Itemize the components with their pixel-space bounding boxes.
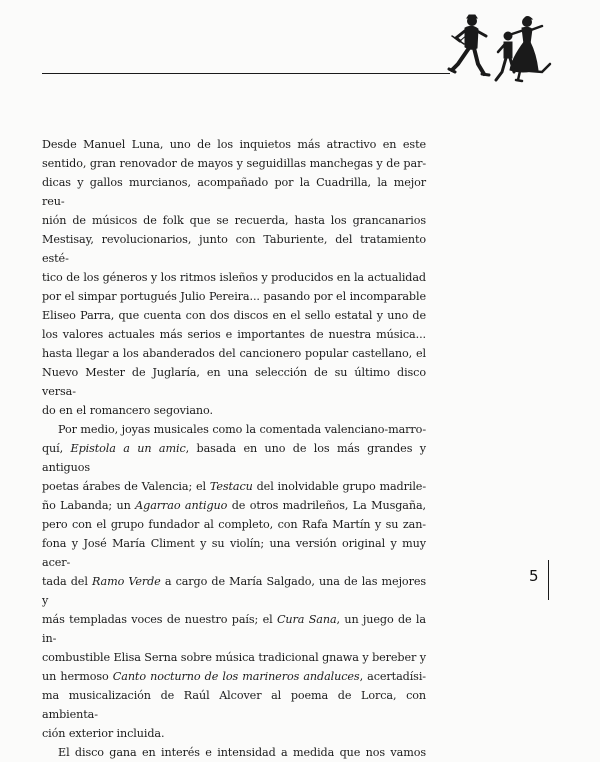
text-segment: combustible Elisa Serna sobre música tradicional gnawa y bereber y: [42, 651, 426, 664]
text-line: [42, 724, 426, 743]
text-segment: quí,: [42, 442, 71, 455]
text-line: [42, 325, 426, 344]
text-segment: Nuevo Mester de Juglaría, en una selección de su último disco versa-: [42, 366, 426, 398]
text-segment: del inolvidable grupo madrile-: [252, 480, 426, 493]
text-line: [42, 268, 426, 287]
text-segment: fona y José María Climent y su violín; una versión original y muy acer-: [42, 537, 426, 569]
text-line: [42, 173, 426, 211]
dancers-illustration: [446, 14, 556, 86]
text-segment: Eliseo Parra, que cuenta con dos discos en el sello estatal y uno de: [42, 309, 426, 322]
text-segment: los valores actuales más serios e importantes de nuestra música...: [42, 328, 426, 341]
dancer-man-figure: [496, 32, 514, 80]
italic-title: Epistola a un amic: [70, 442, 186, 455]
text-line: [42, 496, 426, 515]
text-segment: a cargo de María Salgado, una de las mejores y: [42, 575, 426, 607]
text-segment: poetas árabes de Valencia; el: [42, 480, 210, 493]
text-line: [42, 344, 426, 363]
text-segment: más templadas voces de nuestro país; el: [42, 613, 277, 626]
text-segment: dicas y gallos murcianos, acompañado por la Cuadrilla, la mejor reu-: [42, 176, 426, 208]
text-line: [42, 477, 426, 496]
italic-title: Testacu: [209, 480, 253, 493]
text-segment: Desde Manuel Luna, uno de los inquietos más atractivo en este: [42, 138, 426, 151]
text-line: [42, 610, 426, 648]
text-line: [42, 515, 426, 534]
text-segment: ño Labanda; un: [42, 499, 136, 512]
text-line: [42, 287, 426, 306]
text-segment: ción exterior incluida.: [42, 727, 165, 740]
text-segment: ma musicalización de Raúl Alcover al poema de Lorca, con ambienta-: [42, 689, 426, 721]
text-line: [42, 363, 426, 401]
text-segment: Por medio, joyas musicales como la comentada valenciano-marro-: [58, 423, 426, 436]
text-line: [42, 439, 426, 477]
text-line: [42, 686, 426, 724]
italic-title: Agarrao antiguo: [135, 499, 228, 512]
header-rule: [42, 73, 450, 74]
text-line: [42, 648, 426, 667]
text-line: [42, 420, 426, 439]
text-segment: , basada en uno de los más grandes y antiguos: [42, 442, 426, 474]
italic-title: Canto nocturno de los marineros andaluces: [112, 670, 360, 683]
fiddler-figure: [449, 15, 489, 75]
text-segment: sentido, gran renovador de mayos y seguidillas manchegas y de par-: [42, 157, 426, 170]
text-line: [42, 572, 426, 610]
text-segment: de otros madrileños, La Musgaña,: [227, 499, 426, 512]
text-segment: un hermoso: [42, 670, 113, 683]
text-line: [42, 667, 426, 686]
text-line: [42, 306, 426, 325]
text-line: [42, 401, 426, 420]
page-number: 5: [529, 567, 539, 585]
text-segment: , un juego de la in-: [42, 613, 426, 645]
body-text: [42, 135, 426, 762]
text-segment: nión de músicos de folk que se recuerda, hasta los grancanarios: [42, 214, 426, 227]
text-line: [42, 230, 426, 268]
text-segment: por el simpar portugués Julio Pereira... pasando por el incomparable: [42, 290, 426, 303]
text-line: [42, 743, 426, 762]
text-segment: , acertadísi-: [359, 670, 426, 683]
text-segment: Mestisay, revolucionarios, junto con Taburiente, del tratamiento esté-: [42, 233, 426, 265]
text-segment: El disco gana en interés e intensidad a medida que nos vamos: [58, 746, 426, 759]
text-line: [42, 534, 426, 572]
text-segment: pero con el grupo fundador al completo, con Rafa Martín y su zan-: [42, 518, 426, 531]
text-segment: tico de los géneros y los ritmos isleños y producidos en la actualidad: [42, 271, 426, 284]
text-line: [42, 211, 426, 230]
italic-title: Cura Sana: [276, 613, 337, 626]
italic-title: Ramo Verde: [91, 575, 161, 588]
text-segment: hasta llegar a los abanderados del cancionero popular castellano, el: [42, 347, 426, 360]
page-side-rule: [548, 560, 549, 600]
text-line: [42, 154, 426, 173]
text-segment: tada del: [42, 575, 92, 588]
text-segment: do en el romancero segoviano.: [42, 404, 213, 417]
dancer-woman-figure: [510, 17, 550, 82]
text-line: [42, 135, 426, 154]
